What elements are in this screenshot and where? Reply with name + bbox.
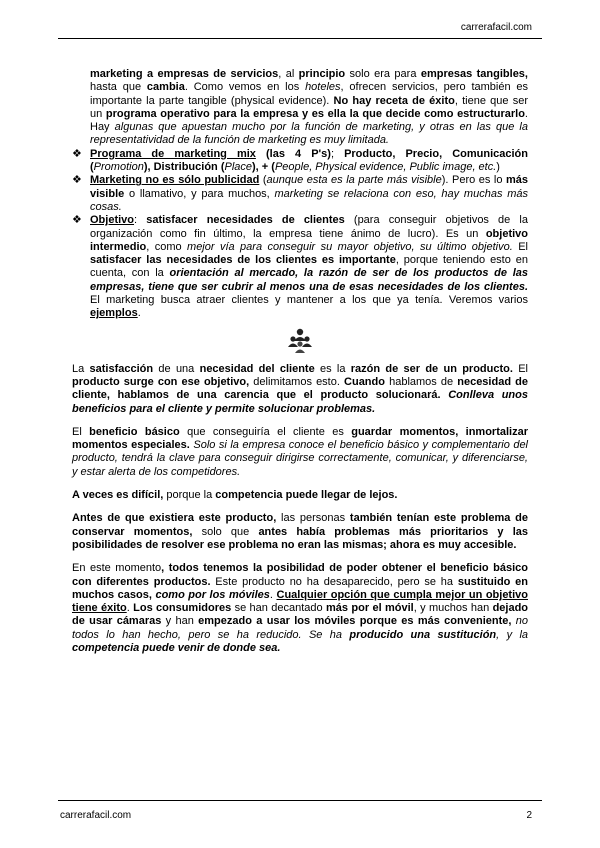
text-run: , como [146,240,188,253]
text-run: . [137,307,141,320]
text-run: , al [278,68,299,80]
text-run: Los consumidores [133,602,232,615]
text-run: Antes de que existiera este producto, [72,512,277,525]
text-run: necesidad de cliente, hablamos de una carencia que el producto solucionará. [72,375,528,402]
text-run: las personas [276,512,350,525]
paragraph-beneficio [72,426,528,479]
text-run: People, Physical evidence, Public image, etc. [274,161,497,174]
text-run: principio [298,68,346,80]
text-run: , y muchos han [413,602,493,615]
bullet-text [90,148,528,173]
text-run: , tiene que ser un [90,94,528,120]
text-run: ( [259,174,267,187]
text-run: también tenían este problema de conservar momentos, [72,512,528,538]
text-run: satisfacer necesidades de clientes [146,214,345,227]
text-run: ). Pero es lo [441,174,506,187]
text-run: delimitamos esto. [249,375,345,388]
text-run: empresas tangibles, [420,68,528,80]
text-run: . Como vemos en los [184,81,306,94]
text-run: El marketing busca atraer clientes y mantener a los que ya tenía. Veremos varios [90,294,528,307]
text-run: (las 4 P's) [255,147,331,160]
header-rule [58,38,542,39]
text-run: . Hay [90,107,528,134]
text-run: Se ha [308,628,350,641]
text-run: . [269,588,277,601]
text-run: más visible [90,174,528,200]
text-run: Producto, Precio, Comunicación ( [90,147,528,174]
text-run: Conlleva unos beneficios para el cliente y permite solucionar problemas. [72,389,528,415]
text-run: objetivo intermedio [90,227,528,253]
text-run: guardar momentos, inmortalizar momentos especiales. [72,425,528,452]
diamond-bullet-icon: ❖ [72,214,82,227]
text-run: dejado de usar cámaras [72,602,529,628]
text-run: Solo si la empresa conoce el beneficio básico y complementario del producto, tendrá la clave para conseguir dirigirse correctamente, comunicar, y diferenciarse, y estar alerta de los competidores. [72,439,529,478]
text-run: ), Distribución ( [143,161,225,174]
text-run: se han decantado [231,602,327,615]
text-run: En este momento [72,562,162,575]
text-run: Programa de marketing mix [90,147,256,160]
bullet-marketing-mix [72,148,528,175]
text-run: Marketing no es sólo publicidad [90,174,260,187]
text-run: es la [314,362,351,375]
text-run: como por los móviles [155,588,270,601]
text-run: beneficio básico [89,425,180,438]
text-run: satisfacción [89,362,154,375]
text-run: razón de ser de un producto. [350,362,513,375]
text-run: Objetivo [90,214,135,227]
page-number: 2 [526,810,532,821]
bullet-publicidad [72,174,528,214]
text-run: marketing a empresas de servicios [90,68,279,80]
text-run: antes había problemas más prioritarios y las posibilidades de resolver ese problema no eran las mismas; ahora es muy accesible. [72,525,528,551]
text-run: empezado a usar los móviles porque es más conveniente, [198,615,512,628]
text-run: A veces es difícil, [72,489,164,502]
text-run: El [72,425,90,438]
text-run: Cualquier opción que cumpla mejor un objetivo tiene éxito [72,588,528,615]
text-run: , y la [496,628,529,641]
text-run: hoteles [305,81,341,94]
text-run: no todos lo han hecho, pero se ha reducido. [72,615,528,641]
text-run: , porque teniendo esto en cuenta, con la [90,254,529,280]
text-run: : [134,214,147,227]
text-run: ejemplos [90,307,138,320]
text-run: El [512,362,528,375]
text-run [302,629,309,641]
text-run: hablamos de [384,375,458,388]
text-run: Este producto no ha desaparecido, pero se ha [210,575,458,588]
text-run: y han [161,615,199,628]
text-run: ), + ( [252,161,275,174]
text-run: aunque esta es la parte más visible [266,174,442,187]
footer-site: carrerafacil.com [60,810,132,821]
text-run: que conseguiría el cliente es [179,425,352,438]
footer-rule [58,800,542,801]
text-run: orientación al mercado, la razón de ser de los productos de las empresas, tiene que ser cubrir al menos una de esas necesidades de los clientes. [90,267,528,293]
people-group-icon [288,327,312,353]
diamond-bullet-icon: ❖ [72,174,82,187]
text-run: , ofrecen servicios, pero también es importante la parte tangible (physical evidence). [90,81,529,107]
text-run: La [72,362,90,375]
text-run: hasta que [90,81,147,94]
paragraph-antes [72,512,528,552]
text-run: competencia puede venir de donde sea. [72,641,281,654]
text-run: mejor vía para conseguir su mayor objetivo, su último objetivo. [187,240,513,253]
text-run: , todos tenemos la posibilidad de poder obtener el beneficio básico con diferentes productos. [72,562,528,588]
paragraph-intro [72,68,528,148]
text-run: cambia [146,81,185,94]
header-site: carrerafacil.com [460,22,532,33]
text-run: marketing se relaciona con eso, hay muchas más cosas. [90,187,528,213]
text-run: ; [330,147,345,160]
bullet-objetivo [72,214,528,320]
text-run: algunas que apuestan mucho por la función de marketing, y otras en las que la representatividad de la función de marketing es muy limitada. [90,121,528,147]
text-run: satisfacer las necesidades de los clientes es importante [90,254,396,267]
bullet-text [90,174,528,213]
text-run: porque la [163,489,216,502]
page-body [72,68,528,655]
text-run: . [126,602,134,615]
text-run: producido una sustitución [349,628,497,641]
text-run: Cuando [344,375,385,388]
text-run: de una [153,362,200,375]
text-run: solo que [192,525,259,538]
diamond-bullet-icon: ❖ [72,147,82,160]
text-run: más por el móvil [326,602,414,615]
text-run: El [512,240,528,253]
text-run: ) [496,161,500,174]
text-run: Promotion [93,161,144,174]
paragraph-satisfaccion [72,363,528,416]
text-run: (para conseguir objetivos de la organización como fin último, la empresa tiene ánimo de lucro). Es un [90,214,528,240]
text-run: programa operativo para la empresa y es ella la que decide como estructurarlo [105,107,525,120]
text-run: sustituido en muchos casos, [72,575,528,601]
text-run: Place [224,161,253,174]
text-run: solo era para [345,68,421,80]
bullet-text [90,214,528,319]
paragraph-momento [72,562,528,655]
text-run: producto surge con ese objetivo, [72,375,250,388]
text-run: No hay receta de éxito [333,94,455,107]
paragraph-competencia [72,489,528,502]
text-run: competencia puede llegar de lejos. [215,489,398,502]
text-run: necesidad del cliente [199,362,315,375]
text-run: o llamativo, y para muchos, [124,187,275,200]
decor-icon-wrap [72,327,528,355]
